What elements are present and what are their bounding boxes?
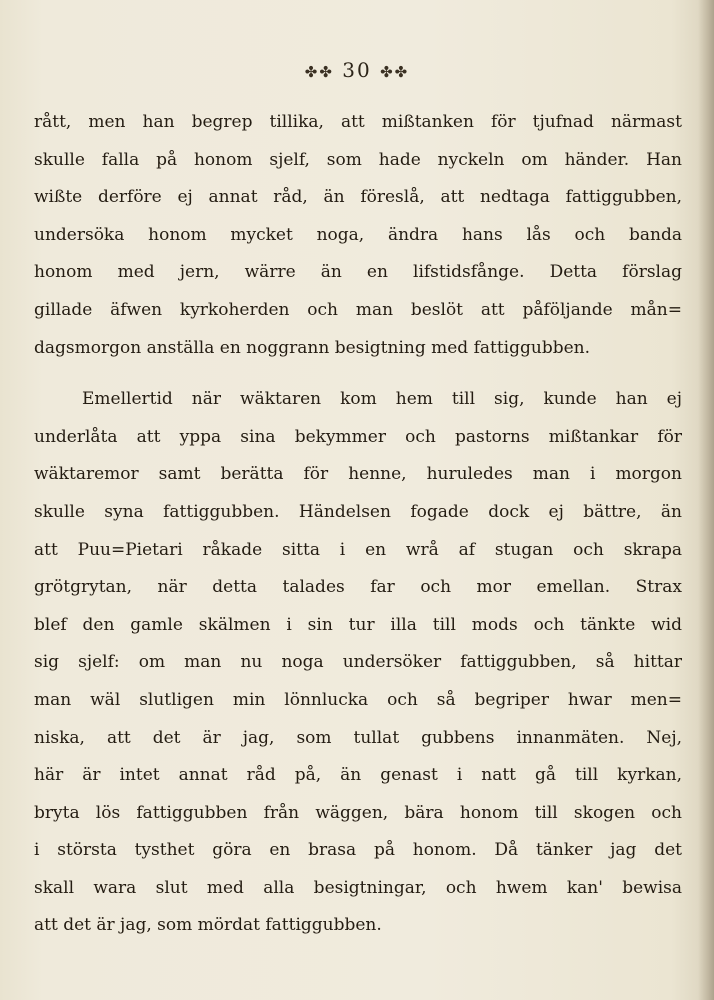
ornament-right: ✤✤ xyxy=(380,63,410,81)
text-line: underlåta att yppa sina bekymmer och pastorns mißtankar för xyxy=(34,426,682,447)
ornament-left: ✤✤ xyxy=(304,63,334,81)
text-line: skulle falla på honom sjelf, som hade nyckeln om händer. Han xyxy=(34,149,682,170)
paragraph-1 xyxy=(34,104,682,367)
text-line: wäktaremor samt berätta för henne, huruledes man i morgon xyxy=(34,464,682,485)
paragraph-2 xyxy=(34,381,682,945)
text-line: i största tysthet göra en brasa på honom. Då tänker jag det xyxy=(34,840,682,861)
text-line: Emellertid när wäktaren kom hem till sig, kunde han ej xyxy=(82,389,682,410)
text-line: gillade äfwen kyrkoherden och man beslöt att påföljande mån= xyxy=(34,299,682,320)
body-text xyxy=(34,104,682,945)
text-line: sig sjelf: om man nu noga undersöker fattiggubben, så hittar xyxy=(34,652,682,673)
page-number: 30 xyxy=(342,58,372,82)
text-line: här är intet annat råd på, än genast i natt gå till kyrkan, xyxy=(34,765,682,786)
text-line: skall wara slut med alla besigtningar, och hwem kan' bewisa xyxy=(34,877,682,898)
text-line: man wäl slutligen min lönnlucka och så begriper hwar men= xyxy=(34,689,682,710)
page-gutter-shadow xyxy=(698,0,714,1000)
text-line: dagsmorgon anställa en noggrann besigtning med fattiggubben. xyxy=(34,337,591,358)
text-line: att det är jag, som mördat fattiggubben. xyxy=(34,915,382,936)
text-line: undersöka honom mycket noga, ändra hans lås och banda xyxy=(34,224,682,245)
text-line: wißte derföre ej annat råd, än föreslå, att nedtaga fattiggubben, xyxy=(34,187,682,208)
page-header xyxy=(0,58,714,82)
text-line: rått, men han begrep tillika, att mißtanken för tjufnad närmast xyxy=(34,112,682,132)
text-line: blef den gamle skälmen i sin tur illa till mods och tänkte wid xyxy=(34,614,682,635)
text-line: honom med jern, wärre än en lifstidsfånge. Detta förslag xyxy=(34,262,682,283)
paragraph-gap xyxy=(34,367,682,381)
text-line: grötgrytan, när detta talades far och mor emellan. Strax xyxy=(34,577,682,598)
text-line: att Puu=Pietari råkade sitta i en wrå af stugan och skrapa xyxy=(34,539,682,560)
text-line: skulle syna fattiggubben. Händelsen fogade dock ej bättre, än xyxy=(34,501,682,522)
text-line: niska, att det är jag, som tullat gubbens innanmäten. Nej, xyxy=(34,727,682,748)
text-line: bryta lös fattiggubben från wäggen, bära honom till skogen och xyxy=(34,802,682,823)
